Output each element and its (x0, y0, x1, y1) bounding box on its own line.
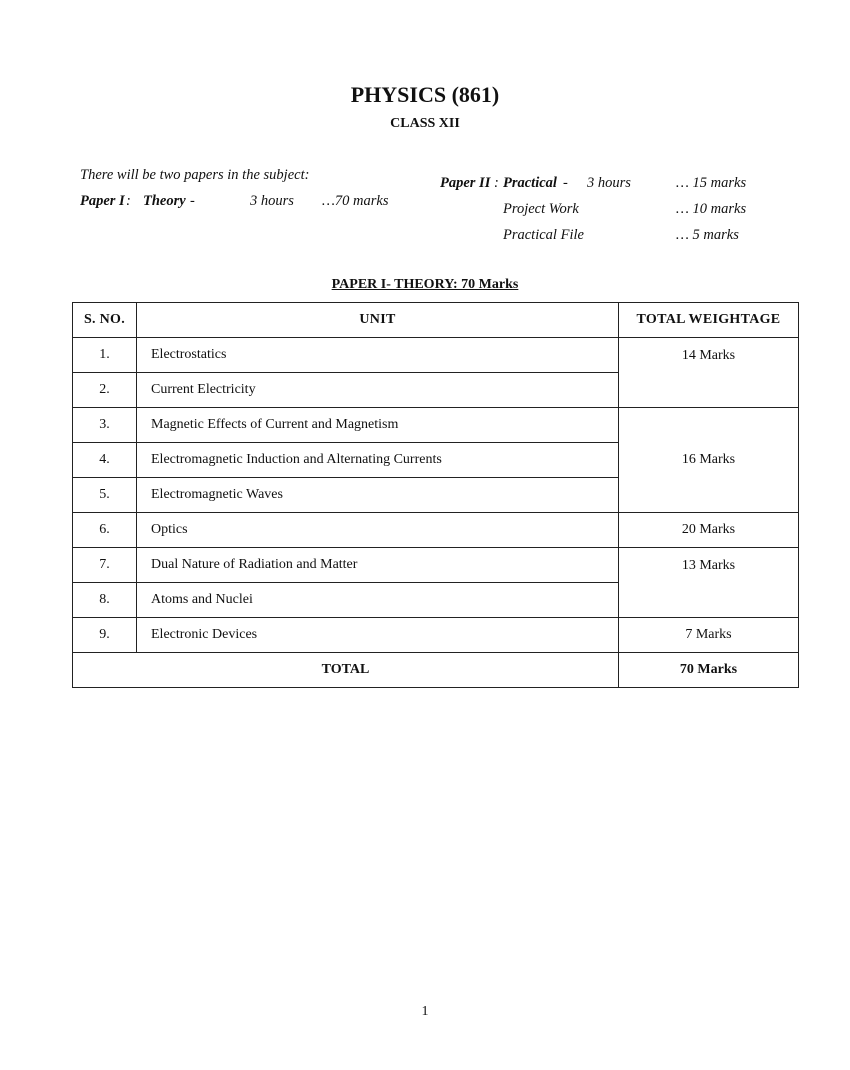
row-unit: Atoms and Nuclei (137, 583, 619, 618)
row-unit: Optics (137, 513, 619, 548)
paper1-type: Theory (143, 193, 186, 209)
paper1-colon: : (126, 193, 131, 209)
row-weightage: 20 Marks (619, 513, 799, 548)
row-unit: Electromagnetic Waves (137, 478, 619, 513)
paper2-duration: 3 hours (587, 175, 631, 191)
row-sno: 6. (73, 513, 137, 548)
header-sno: S. NO. (73, 303, 137, 338)
table-header-row (73, 303, 799, 338)
table-row (73, 408, 799, 443)
syllabus-table (72, 302, 799, 688)
row-sno: 1. (73, 338, 137, 373)
paper2-marks: … 15 marks (676, 175, 747, 191)
table-row (73, 338, 799, 373)
header-unit: UNIT (137, 303, 619, 338)
row-unit: Electronic Devices (137, 618, 619, 653)
row-unit: Magnetic Effects of Current and Magnetism (137, 408, 619, 443)
row-unit: Dual Nature of Radiation and Matter (137, 548, 619, 583)
table-row (73, 618, 799, 653)
row-unit: Electromagnetic Induction and Alternating Currents (137, 443, 619, 478)
paper1-duration: 3 hours (250, 193, 294, 209)
table-row (73, 513, 799, 548)
total-label: TOTAL (73, 653, 619, 688)
row-weightage: 7 Marks (619, 618, 799, 653)
table-total-row (73, 653, 799, 688)
paper2-dash: - (563, 175, 568, 191)
paper2-type: Practical (503, 175, 557, 191)
project-work-label: Project Work (503, 201, 579, 217)
row-sno: 3. (73, 408, 137, 443)
paper1-dash: - (190, 193, 195, 209)
total-value: 70 Marks (619, 653, 799, 688)
intro-text: There will be two papers in the subject: (80, 167, 310, 183)
page-number: 1 (421, 1004, 429, 1019)
paper2-label: Paper II (440, 175, 491, 191)
practical-file-marks: … 5 marks (676, 227, 739, 243)
row-sno: 8. (73, 583, 137, 618)
row-sno: 5. (73, 478, 137, 513)
practical-file-label: Practical File (503, 227, 584, 243)
row-weightage: 16 Marks (619, 408, 799, 513)
row-weightage: 13 Marks (619, 548, 799, 618)
header-weightage: TOTAL WEIGHTAGE (619, 303, 799, 338)
paper2-colon: : (494, 175, 499, 191)
row-unit: Current Electricity (137, 373, 619, 408)
project-work-marks: … 10 marks (676, 201, 747, 217)
table-row (73, 548, 799, 583)
paper1-marks: …70 marks (322, 193, 389, 209)
row-unit: Electrostatics (137, 338, 619, 373)
page-title: PHYSICS (861) (350, 82, 500, 107)
row-sno: 9. (73, 618, 137, 653)
row-sno: 4. (73, 443, 137, 478)
row-sno: 7. (73, 548, 137, 583)
page-subtitle: CLASS XII (390, 116, 460, 131)
paper1-label: Paper I (80, 193, 125, 209)
row-weightage: 14 Marks (619, 338, 799, 408)
row-sno: 2. (73, 373, 137, 408)
table-title: PAPER I- THEORY: 70 Marks (331, 277, 519, 292)
